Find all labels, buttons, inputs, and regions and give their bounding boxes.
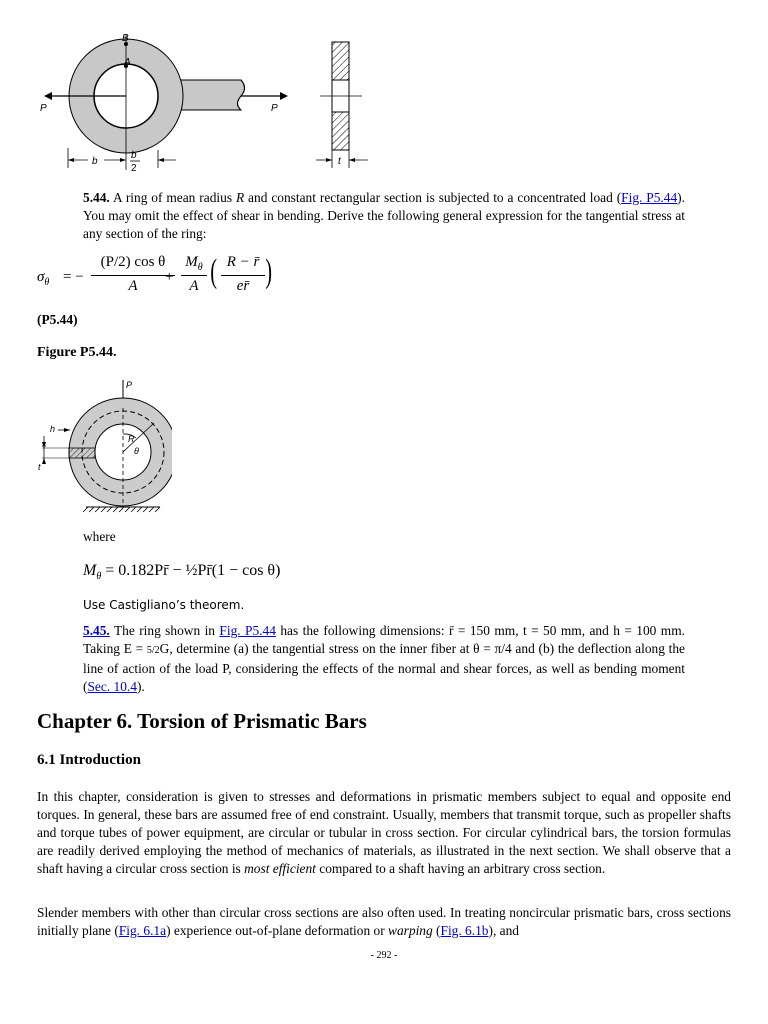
label-B: B: [122, 33, 129, 44]
ring-handle-figure: [36, 30, 376, 178]
chapter-title: Chapter 6. Torsion of Prismatic Bars: [37, 709, 367, 733]
section-top: [332, 42, 349, 80]
where-text: where: [83, 529, 116, 544]
handle-arm: [176, 80, 245, 110]
link-fig-6-1b[interactable]: Fig. 6.1b: [440, 923, 489, 938]
label-t-ring: t: [38, 462, 41, 472]
label-b2-num: b: [131, 150, 137, 161]
label-P-load: P: [126, 380, 133, 390]
equation-label: (P5.44): [37, 312, 78, 327]
link-fig-p5-44-b[interactable]: Fig. P5.44: [219, 623, 276, 638]
link-sec-10-4[interactable]: Sec. 10.4: [87, 679, 137, 694]
label-b2-den: 2: [131, 163, 137, 174]
figure-caption: Figure P5.44.: [37, 345, 117, 360]
link-fig-p5-44[interactable]: Fig. P5.44: [621, 190, 678, 205]
page-number: - 292 -: [370, 950, 398, 961]
equation-moment: $M_\theta$ = 0.182Pr̄ − ½Pr̄(1 − cos θ): [83, 562, 281, 583]
intro-paragraph-1: In this chapter, consideration is given to stresses and deformations in prismatic members subject to equal and opposite end torques. In general, these bars are assumed free of end constraint. Usually, members that transmit torque, such as propeller shafts and torque tubes of power equipment, are circular or tubular in cross section. For circular cylindrical bars, the torsion formulas are readily derived employing the method of mechanics of materials, as illustrated in the next section. We shall observe that a shaft having a circular cross section is most efficient compared to a shaft having an arbitrary cross section.: [37, 789, 731, 876]
label-h: h: [50, 424, 56, 434]
section-title: 6.1 Introduction: [37, 752, 141, 768]
castigliano-note: Use Castigliano’s theorem.: [83, 598, 245, 612]
label-b: b: [92, 156, 98, 167]
problem-5-44-number: 5.44.: [83, 190, 110, 205]
label-P-right: P: [271, 103, 278, 114]
link-problem-5-45[interactable]: 5.45.: [83, 623, 110, 638]
label-P-left: P: [40, 103, 47, 114]
equation-tangential-stress: $\sigma_\theta$ = − (P/2) cos θ A + $M_\theta$ A ( R − r̄ er̄ ): [37, 253, 273, 294]
label-A: A: [124, 57, 131, 68]
problem-5-44: 5.44. A ring of mean radius R and constant rectangular section is subjected to a concentrated load (Fig. P5.44). You may omit the effect of shear in bending. Derive the following general expression for the tangential stress at any section of the ring:: [83, 190, 685, 241]
label-t: t: [338, 156, 341, 167]
label-theta: θ: [134, 446, 139, 456]
label-R: R: [128, 434, 135, 444]
fraction-five-halves: 5/2: [146, 645, 160, 656]
link-fig-6-1a[interactable]: Fig. 6.1a: [118, 923, 167, 938]
problem-5-45: 5.45. The ring shown in Fig. P5.44 has the following dimensions: r̄ = 150 mm, t = 50 mm, and h = 100 mm. Taking E = 5/2G, determine (a) the tangential stress on the inner fiber at θ = π/4 and (b) the deflection along the line of action of the load P, considering the effects of the normal and shear forces, as well as bending moment (Sec. 10.4).: [83, 623, 685, 694]
section-hatch: [69, 448, 95, 458]
ring-load-figure: [36, 378, 172, 514]
intro-paragraph-2: Slender members with other than circular cross sections are also often used. In treating noncircular prismatic bars, cross sections initially plane (Fig. 6.1a) experience out-of-plane deformation or warping (Fig. 6.1b), and: [37, 905, 731, 938]
section-bottom: [332, 112, 349, 150]
